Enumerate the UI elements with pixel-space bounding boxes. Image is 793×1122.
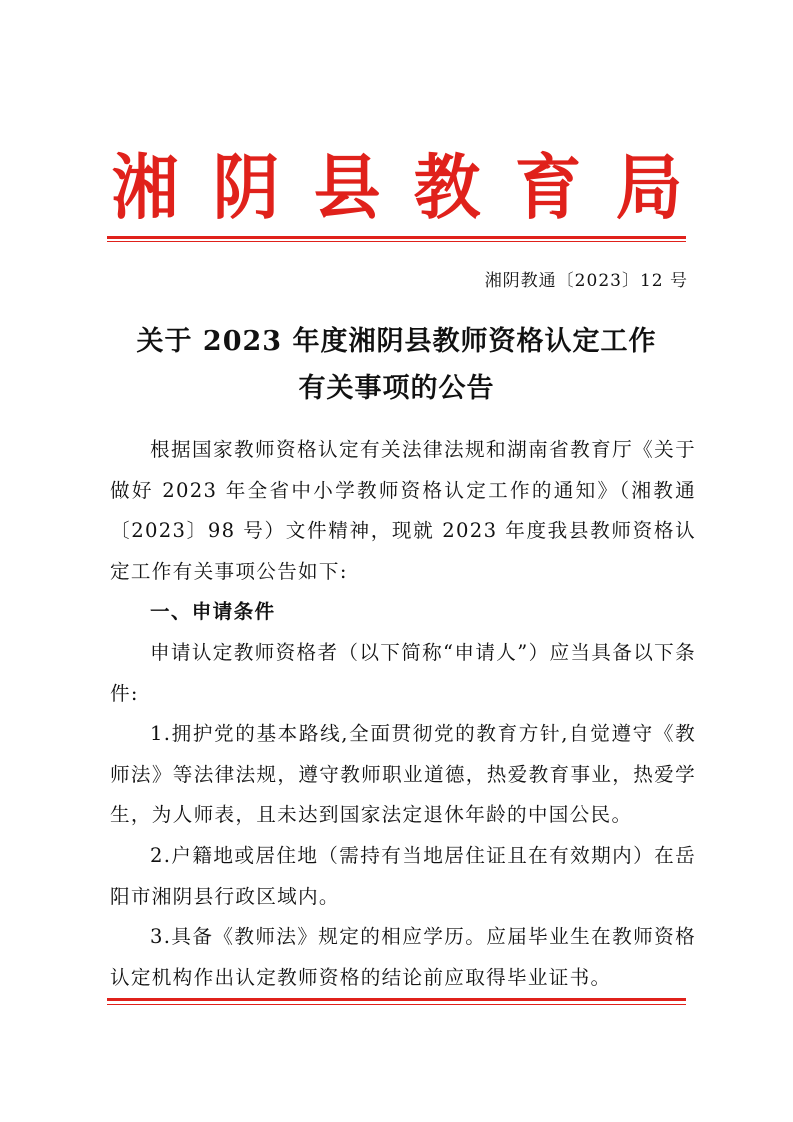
body-paragraph: 2.户籍地或居住地（需持有当地居住证且在有效期内）在岳阳市湘阴县行政区域内。 — [110, 843, 696, 908]
body-paragraph: 3.具备《教师法》规定的相应学历。应届毕业生在教师资格认定机构作出认定教师资格的结论前应取得毕业证书。 — [110, 925, 696, 989]
body-paragraph: 1.拥护党的基本路线,全面贯彻党的教育方针,自觉遵守《教师法》等法律法规，遵守教师职业道德，热爱教育事业，热爱学生，为人师表，且未达到国家法定退休年龄的中国公民。 — [110, 722, 696, 827]
footer-divider-thick — [107, 998, 686, 1001]
document-title-line-2: 有关事项的公告 — [298, 373, 495, 404]
masthead-char: 教 — [414, 146, 481, 229]
masthead-char: 局 — [615, 146, 683, 229]
header-divider-thick — [107, 236, 686, 239]
masthead-char: 湘 — [111, 146, 179, 229]
masthead-org-name — [108, 140, 686, 235]
body-paragraph: 申请认定教师资格者（以下简称“申请人”）应当具备以下条件: — [110, 640, 696, 705]
document-title-line-1: 关于 2023 年度湘阴县教师资格认定工作 — [136, 326, 657, 357]
document-body — [110, 430, 696, 998]
masthead-char: 育 — [514, 146, 582, 229]
document-number: 湘阴教通〔2023〕12 号 — [484, 271, 688, 291]
header-divider-thin — [107, 241, 686, 242]
body-paragraph: 根据国家教师资格认定有关法律法规和湖南省教育厅《关于做好 2023 年全省中小学教师资格认定工作的通知》（湘教通〔2023〕98 号）文件精神，现就 2023 年度我县教师资格认定工作有关事项公告如下: — [110, 438, 696, 583]
footer-divider-thin — [107, 1004, 686, 1005]
section-heading: 一、申请条件 — [150, 600, 276, 624]
masthead-char: 县 — [313, 146, 380, 229]
masthead-char: 阴 — [212, 146, 280, 229]
